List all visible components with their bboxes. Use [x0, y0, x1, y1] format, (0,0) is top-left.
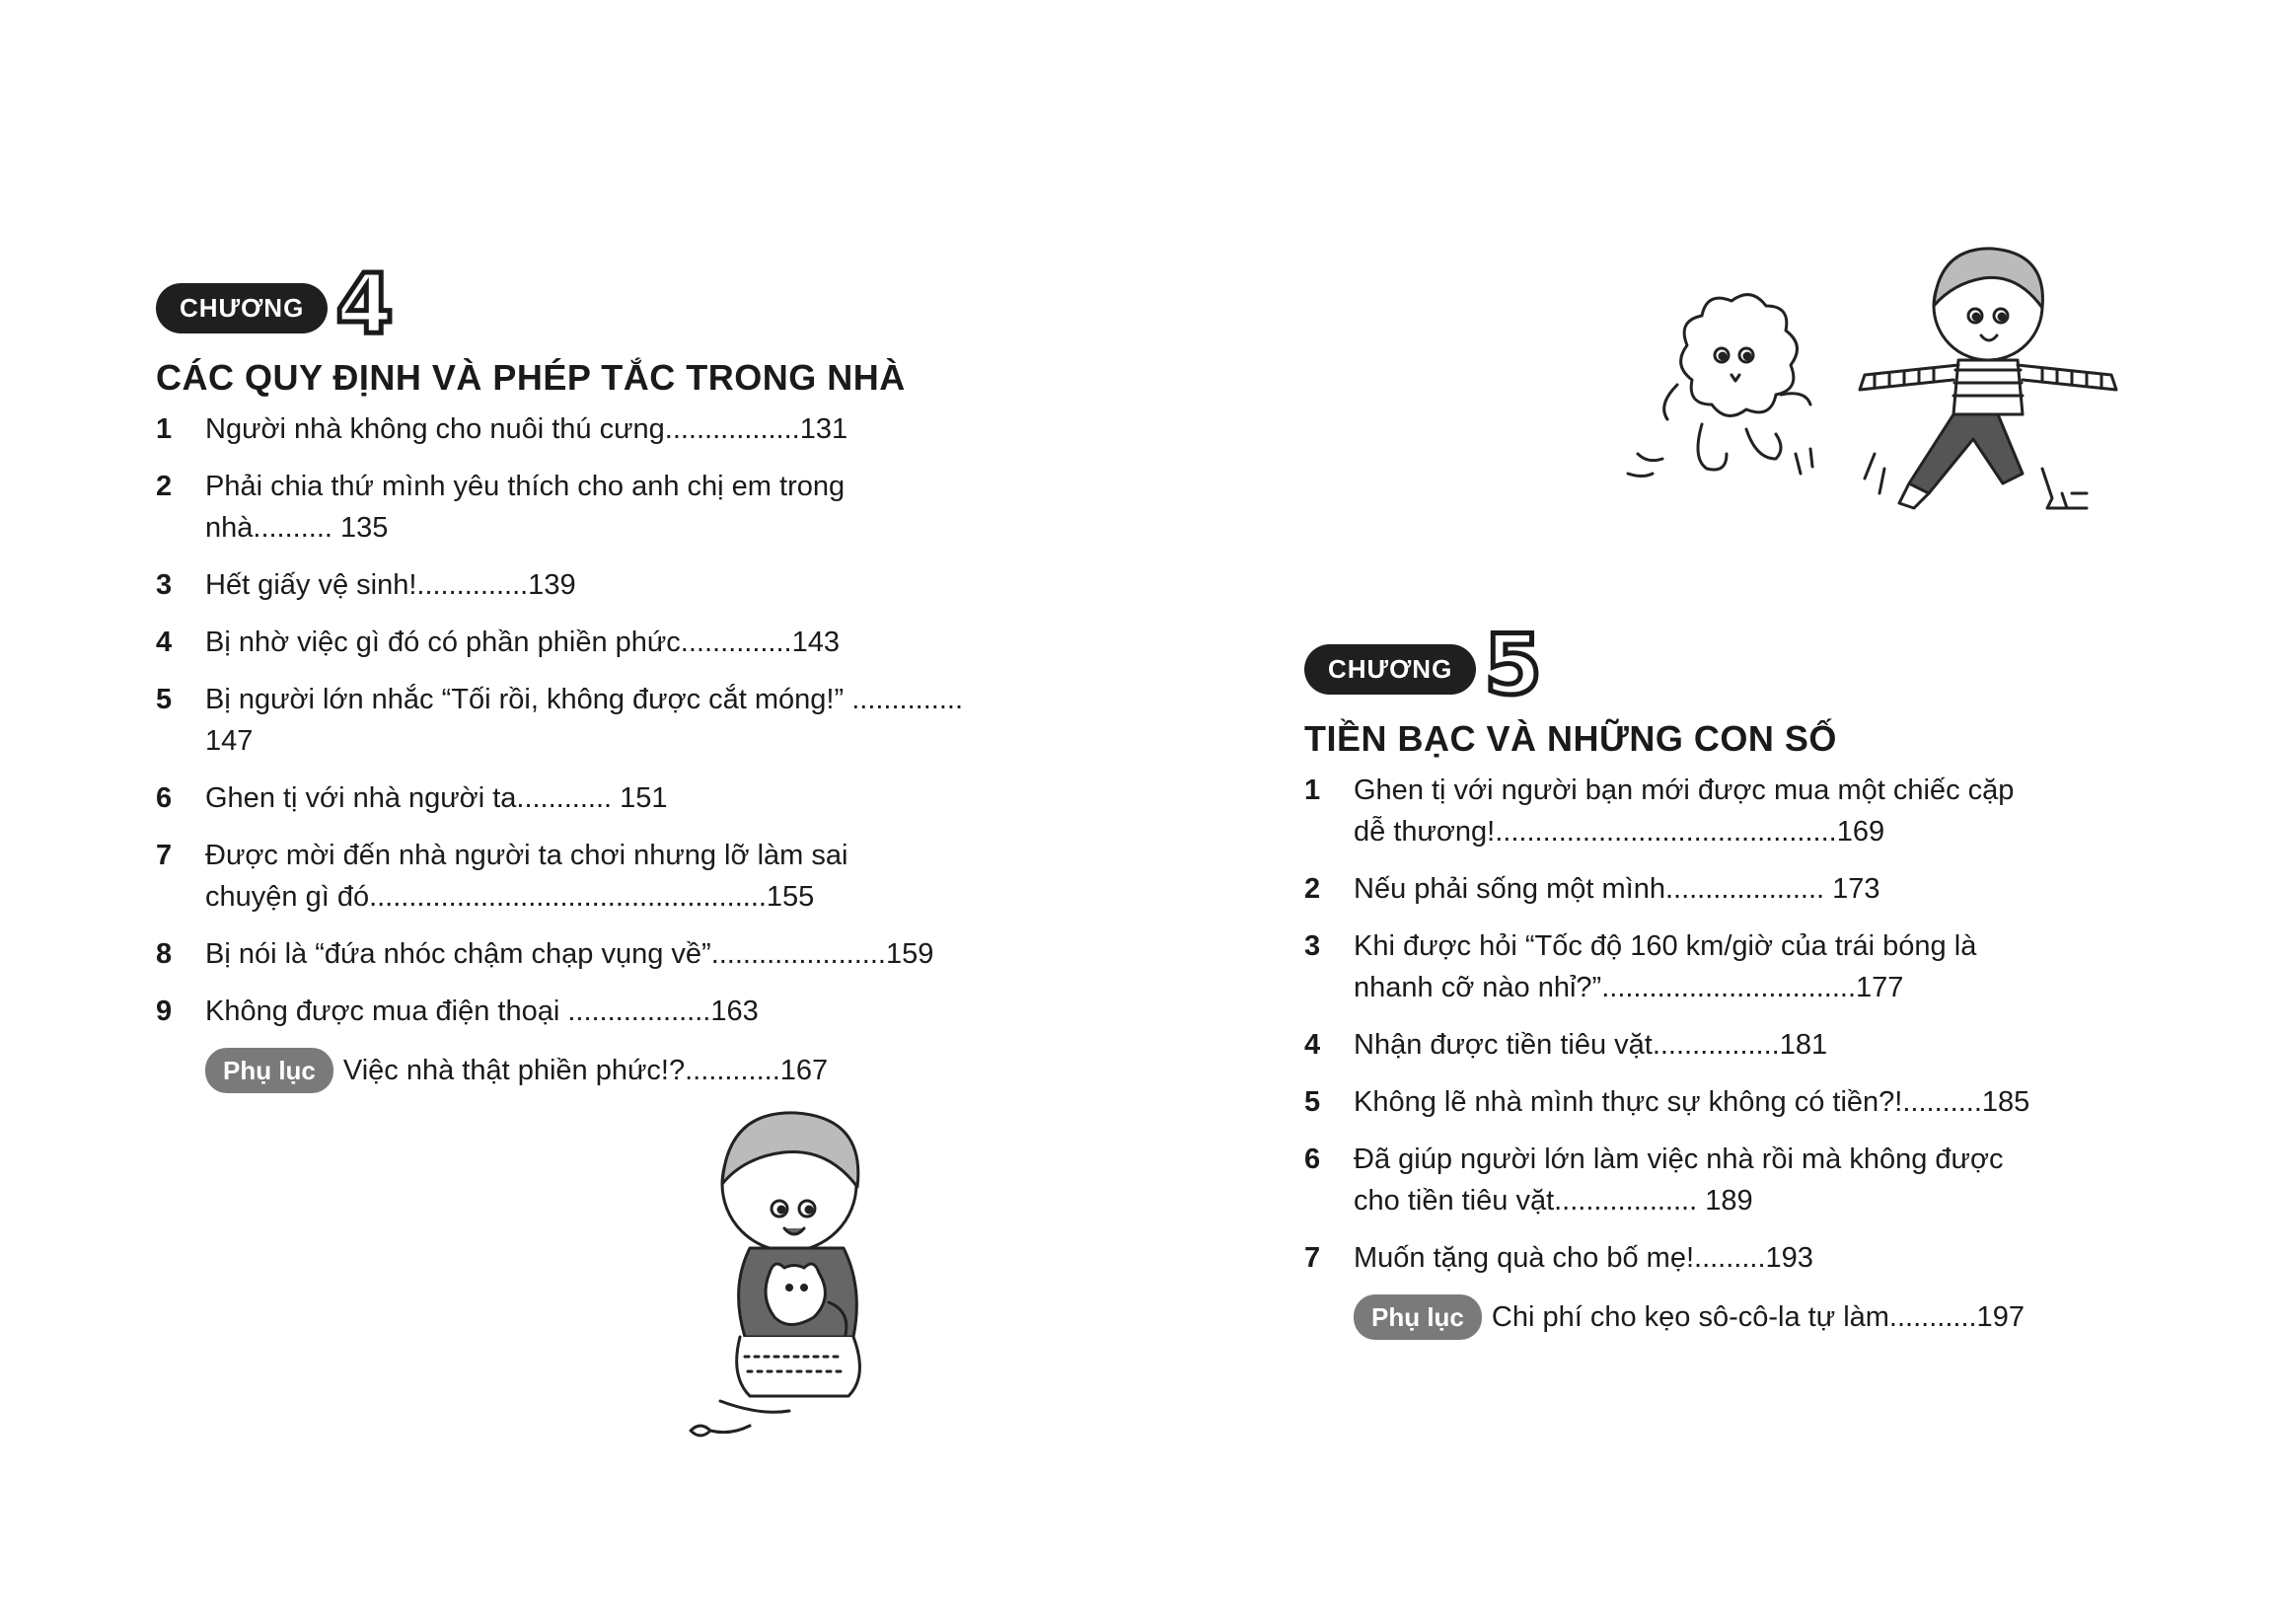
item-number: 2 [156, 471, 173, 502]
item-text: Phải chia thứ mình yêu thích cho anh chị em trong nhà.......... 135 [205, 471, 846, 544]
chapter-4-heading [156, 256, 1044, 352]
dancing-drawing [1618, 237, 2151, 543]
toc-item[interactable] [1304, 770, 2192, 852]
child-with-cat-drawing [681, 1105, 918, 1460]
item-number: 5 [1304, 1086, 1321, 1118]
item-number: 4 [1304, 1029, 1321, 1061]
item-text: Nếu phải sống một mình.................... 173 [1354, 873, 1880, 905]
toc-item[interactable] [156, 933, 1044, 975]
chapter-number: 5 [1484, 617, 1542, 713]
item-number: 7 [1304, 1242, 1321, 1274]
toc-item[interactable] [156, 991, 1044, 1032]
chapter-badge: CHƯƠNG [156, 283, 328, 333]
toc-list [1304, 770, 2192, 1279]
item-number: 5 [156, 684, 173, 715]
cat-shape [766, 1264, 825, 1325]
appendix-item[interactable] [1354, 1294, 2192, 1340]
item-number: 3 [156, 569, 173, 601]
item-text: Bị nhờ việc gì đó có phần phiền phức..............143 [205, 627, 840, 658]
item-text: Ghen tị với người bạn mới được mua một chiếc cặp dễ thương!...........................................169 [1354, 775, 2015, 848]
item-number: 7 [156, 840, 173, 871]
item-number: 2 [1304, 873, 1321, 905]
chapter-title: CÁC QUY ĐỊNH VÀ PHÉP TẮC TRONG NHÀ [156, 357, 906, 398]
toc-item[interactable] [156, 835, 1044, 918]
chapter-title: TIỀN BẠC VÀ NHỮNG CON SỐ [1304, 718, 1837, 759]
toc-item[interactable] [1304, 1139, 2192, 1221]
chapter-5-section [1304, 617, 2192, 1340]
item-number: 9 [156, 996, 173, 1027]
toc-item[interactable] [156, 408, 1044, 450]
item-text: Không được mua điện thoại ..................163 [205, 996, 759, 1027]
item-text: Muốn tặng quà cho bố mẹ!.........193 [1354, 1242, 1813, 1274]
item-number: 8 [156, 938, 173, 970]
toc-item[interactable] [1304, 1024, 2192, 1066]
chapter-badge: CHƯƠNG [1304, 644, 1476, 695]
item-text: Đã giúp người lớn làm việc nhà rồi mà không được cho tiền tiêu vặt.................. 189 [1354, 1144, 2004, 1217]
toc-item[interactable] [156, 622, 1044, 663]
item-text: Bị nói là “đứa nhóc chậm chạp vụng về”......................159 [205, 938, 934, 970]
child-with-cat-illustration [681, 1105, 918, 1460]
chapter-number: 4 [335, 256, 394, 352]
item-number: 4 [156, 627, 173, 658]
item-text: Khi được hỏi “Tốc độ 160 km/giờ của trái bóng là nhanh cỡ nào nhỉ?”................................177 [1354, 930, 1977, 1003]
chapter-5-heading [1304, 617, 2192, 713]
toc-item[interactable] [1304, 1081, 2192, 1123]
toc-item[interactable] [1304, 925, 2192, 1008]
item-text: Người nhà không cho nuôi thú cưng.................131 [205, 413, 848, 445]
appendix-text: Việc nhà thật phiền phức!?............167 [342, 1055, 829, 1086]
item-text: Bị người lớn nhắc “Tối rồi, không được cắt móng!” .............. 147 [205, 684, 964, 757]
item-number: 6 [156, 782, 173, 814]
toc-item[interactable] [156, 777, 1044, 819]
item-number: 1 [156, 413, 173, 445]
toc-list [156, 408, 1044, 1032]
item-text: Hết giấy vệ sinh!..............139 [205, 569, 576, 601]
item-number: 6 [1304, 1144, 1321, 1175]
toc-item[interactable] [156, 466, 1044, 549]
item-text: Không lẽ nhà mình thực sự không có tiền?!..........185 [1354, 1086, 2030, 1118]
item-text: Được mời đến nhà người ta chơi nhưng lỡ làm sai chuyện gì đó..................................................155 [205, 840, 848, 913]
item-text: Ghen tị với nhà người ta............ 151 [205, 782, 668, 814]
dancing-illustration [1618, 237, 2151, 543]
item-text: Nhận được tiền tiêu vặt................181 [1354, 1029, 1828, 1061]
toc-item[interactable] [156, 679, 1044, 762]
appendix-item[interactable] [205, 1048, 1044, 1093]
appendix-badge: Phụ lục [1354, 1294, 1482, 1340]
toc-item[interactable] [156, 564, 1044, 606]
appendix-text: Chi phí cho kẹo sô-cô-la tự làm...........197 [1491, 1301, 2025, 1333]
item-number: 3 [1304, 930, 1321, 962]
toc-item[interactable] [1304, 1237, 2192, 1279]
chapter-4-section [156, 258, 1044, 1093]
toc-item[interactable] [1304, 868, 2192, 910]
appendix-badge: Phụ lục [205, 1048, 333, 1093]
item-number: 1 [1304, 775, 1321, 806]
